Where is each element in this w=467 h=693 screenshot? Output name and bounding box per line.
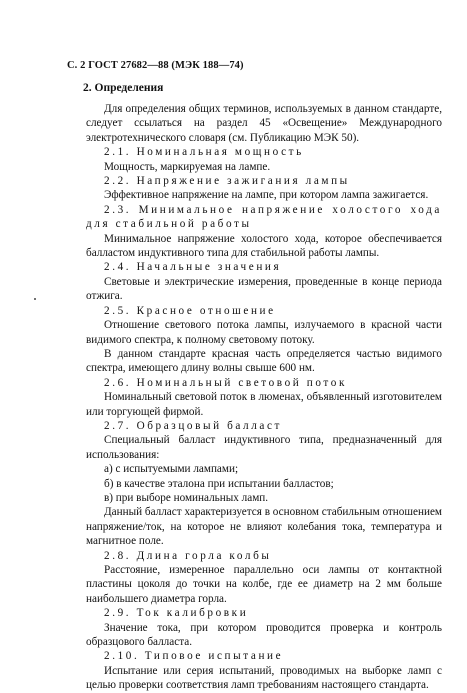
definition-2-10: Испытание или серия испытаний, проводимых на выборке ламп с целью проверки соответствия ламп требованиям настоящего стандарта. — [86, 664, 442, 692]
scan-speck — [34, 298, 36, 300]
definition-2-9: Значение тока, при котором проводится проверка и контроль образцового балласта. — [86, 621, 442, 649]
term-2-4: 2.4. Начальные значения — [104, 261, 282, 274]
term-2-8: 2.8. Длина горла колбы — [104, 549, 272, 562]
page-header: С. 2 ГОСТ 27682—88 (МЭК 188—74) — [67, 60, 244, 71]
definition-2-8: Расстояние, измеренное параллельно оси лампы от контактной пластины цоколя до точки на колбе, где ее диаметр на 2 мм больше наибольшего диаметра горла. — [86, 564, 442, 605]
definition-2-4: Световые и электрические измерения, проведенные в конце периода отжига. — [86, 275, 442, 303]
term-2-9: 2.9. Ток калибровки — [104, 607, 249, 620]
definition-2-2: Эффективное напряжение на лампе, при котором лампа зажигается. — [104, 189, 429, 202]
definition-2-5-note: В данном стандарте красная часть определяется частью видимого спектра, имеющего длину волны свыше 600 нм. — [86, 347, 442, 375]
term-2-3-line-1: 2.3. Минимальное напряжение холостого хода — [104, 203, 442, 216]
list-item-a: а) с испытуемыми лампами; — [104, 463, 239, 476]
term-2-7: 2.7. Образцовый балласт — [104, 419, 283, 432]
term-2-1: 2.1. Номинальная мощность — [104, 146, 304, 159]
definition-2-7-note: Данный балласт характеризуется в основном стабильным отношением напряжение/ток, на которое не влияют колебания тока, температура и магнитное поле. — [86, 506, 442, 548]
definition-2-6: Номинальный световой поток в люменах, объявленный изготовителем или торгующей фирмой. — [86, 391, 442, 418]
list-item-b: б) в качестве эталона при испытании балластов; — [104, 477, 334, 490]
definition-2-5: Отношение светового потока лампы, излучаемого в красной части видимого спектра, к полному световому потоку. — [86, 319, 442, 346]
definition-2-3: Минимальное напряжение холостого хода, которое обеспечивается балластом индуктивного типа для стабильной работы лампы. — [86, 232, 442, 260]
section-title: 2. Определения — [83, 82, 164, 94]
document-body — [86, 102, 442, 693]
definition-2-7: Специальный балласт индуктивного типа, предназначенный для использования: — [86, 434, 442, 461]
term-2-3-line-2: для стабильной работы — [86, 218, 252, 231]
definition-2-1: Мощность, маркируемая на лампе. — [104, 160, 271, 173]
term-2-6: 2.6. Номинальный световой поток — [104, 376, 347, 389]
term-2-10: 2.10. Типовое испытание — [104, 650, 284, 663]
intro-paragraph: Для определения общих терминов, используемых в данном стандарте, следует ссылаться на раздел 45 «Освещение» Международного электротехнического словаря (см. Публикацию МЭК 50). — [86, 103, 442, 144]
term-2-2: 2.2. Напряжение зажигания лампы — [104, 175, 350, 188]
term-2-5: 2.5. Красное отношение — [104, 304, 276, 317]
list-item-v: в) при выборе номинальных ламп. — [104, 491, 269, 504]
